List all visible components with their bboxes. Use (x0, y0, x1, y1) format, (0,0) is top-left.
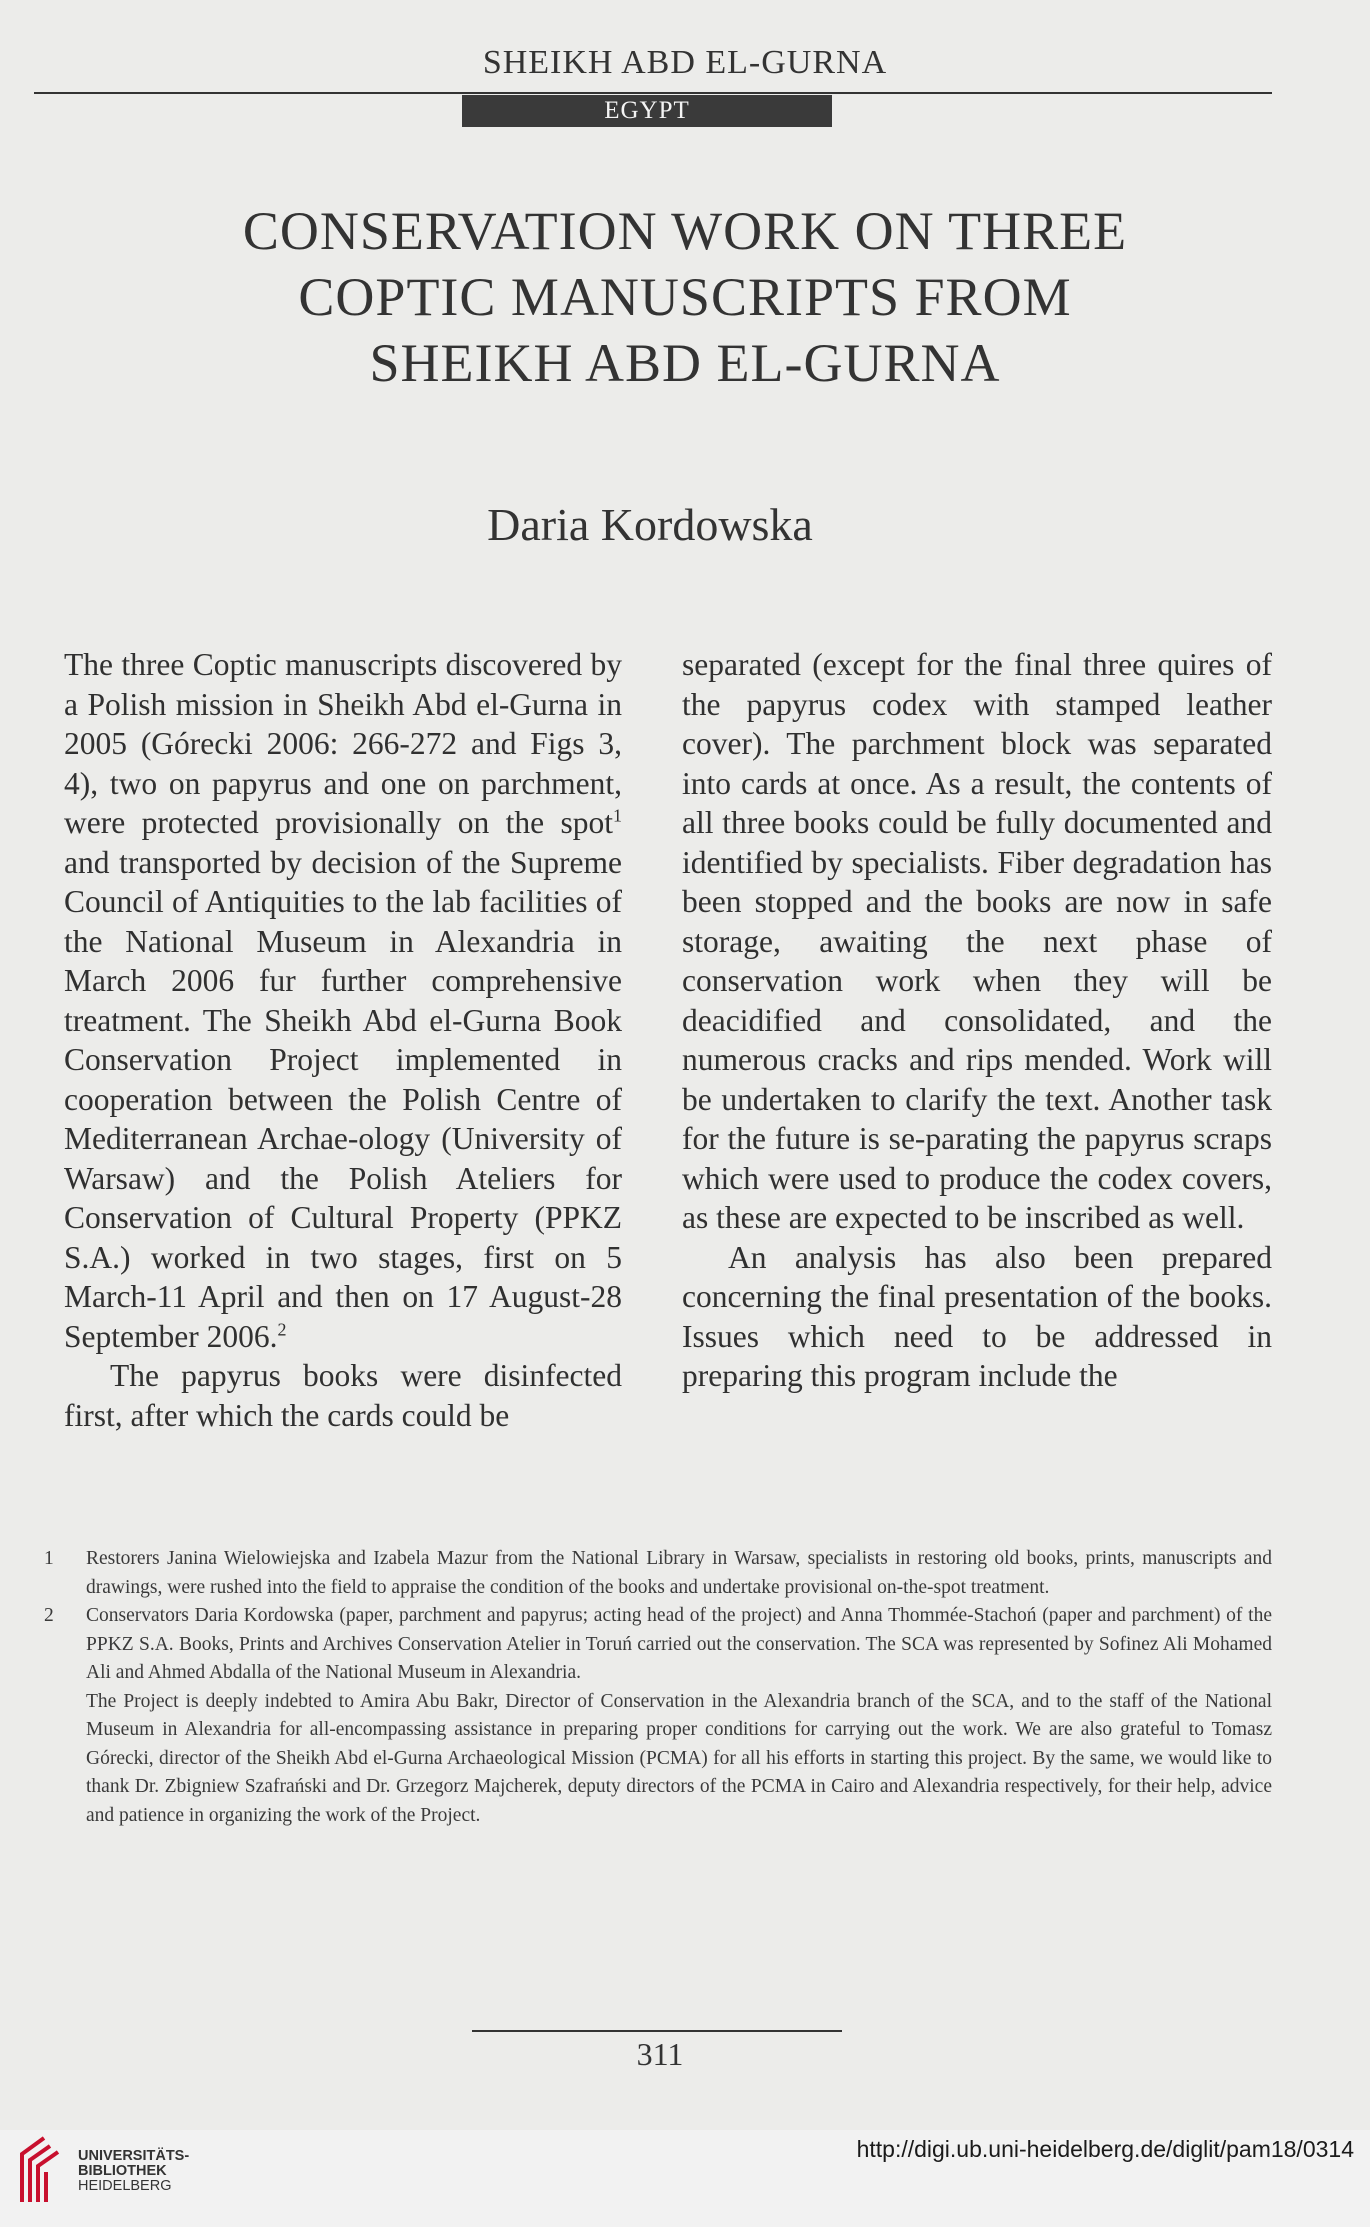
footnote-number: 2 (44, 1605, 54, 1626)
body-paragraph (64, 645, 622, 1356)
footer-rule (472, 2030, 842, 2032)
body-text: and transported by decision of the Supreme Council of Antiquities to the lab facilities of the National Museum in Alexandria in March 2006 fur further comprehensive treatment. The Sheikh Abd el-Gurna Book Conservation Project implemented in cooperation between the Polish Centre of Mediterranean Archae-ology (University of Warsaw) and the Polish Ateliers for Conservation of Cultural Property (PPKZ S.A.) worked in two stages, first on 5 March-11 April and then on 17 August-28 September 2006. (64, 844, 622, 1354)
footnote-text: Restorers Janina Wielowiejska and Izabela Mazur from the National Library in Warsaw, specialists in restoring old books, prints, manuscripts and drawings, were rushed into the field to appraise the condition of the books and undertake provisional on-the-spot treatment. (86, 1548, 1272, 1598)
page-number: 311 (636, 2036, 684, 2072)
footnote (40, 1545, 1272, 1602)
section-label: EGYPT (462, 95, 832, 127)
title-line: SHEIKH ABD EL-GURNA (369, 333, 1001, 393)
body-text: The three Coptic manuscripts discovered by a Polish mission in Sheikh Abd el-Gurna in 2005 (Górecki 2006: 266-272 and Figs 3, 4), two on papyrus and one on parchment, were protected provisionally on the spot (64, 647, 622, 840)
body-paragraph: An analysis has also been prepared concerning the final presentation of the books. Issues which need to be addressed in preparing this program include the (682, 1239, 1272, 1393)
library-name-line: UNIVERSITÄTS- (78, 2148, 190, 2164)
title-line: CONSERVATION WORK ON THREE (242, 201, 1128, 261)
footnote-number: 1 (44, 1548, 54, 1569)
article-title (80, 198, 1290, 396)
footnote-ref: 1 (613, 805, 622, 826)
footnote-acknowledgement: The Project is deeply indebted to Amira Abu Bakr, Director of Conservation in the Alexandria branch of the SCA, and to the staff of the National Museum in Alexandria for all-encompassing assistance in preparing proper conditions for carrying out the work. We are also grateful to Tomasz Górecki, director of the Sheikh Abd el-Gurna Archaeological Mission (PCMA) for all his efforts in starting this project. By the same, we would like to thank Dr. Zbigniew Szafrański and Dr. Grzegorz Majcherek, deputy directors of the PCMA in Cairo and Alexandria respectively, for their help, advice and patience in organizing the work of the Project. (86, 1690, 1272, 1826)
library-name-line: BIBLIOTHEK (78, 2163, 167, 2179)
library-logo-icon (14, 2132, 66, 2204)
library-name (78, 2149, 189, 2194)
running-header: SHEIKH ABD EL-GURNA (482, 44, 888, 81)
body-column-right (682, 645, 1272, 1396)
footnote-text: Conservators Daria Kordowska (paper, parchment and papyrus; acting head of the project) and Anna Thommée-Stachoń (paper and parchment) of the PPKZ S.A. Books, Prints and Archives Conservation Atelier in Toruń carried out the conservation. The SCA was represented by Sofinez Ali Mohamed Ali and Ahmed Abdalla of the National Museum in Alexandria. (86, 1605, 1272, 1683)
header-rule (34, 92, 1272, 94)
body-paragraph: The papyrus books were disinfected first, after which the cards could be (64, 1358, 622, 1433)
author-name: Daria Kordowska (487, 499, 813, 550)
footnote-ref: 2 (277, 1319, 287, 1339)
library-name-line: HEIDELBERG (78, 2178, 172, 2194)
title-line: COPTIC MANUSCRIPTS FROM (298, 267, 1072, 327)
body-column-left (64, 645, 622, 1435)
footnotes (40, 1545, 1272, 1830)
source-url-link[interactable]: http://digi.ub.uni-heidelberg.de/diglit/pam18/0314 (856, 2136, 1354, 2162)
body-paragraph: separated (except for the final three quires of the papyrus codex with stamped leather cover). The parchment block was separated into cards at once. As a result, the contents of all three books could be fully documented and identified by specialists. Fiber degradation has been stopped and the books are now in safe storage, awaiting the next phase of conservation work when they will be deacidified and consolidated, and the numerous cracks and rips mended. Work will be undertaken to clarify the text. Another task for the future is se-parating the papyrus scraps which were used to produce the codex covers, as these are expected to be inscribed as well. (682, 647, 1272, 1235)
footnote (40, 1602, 1272, 1688)
